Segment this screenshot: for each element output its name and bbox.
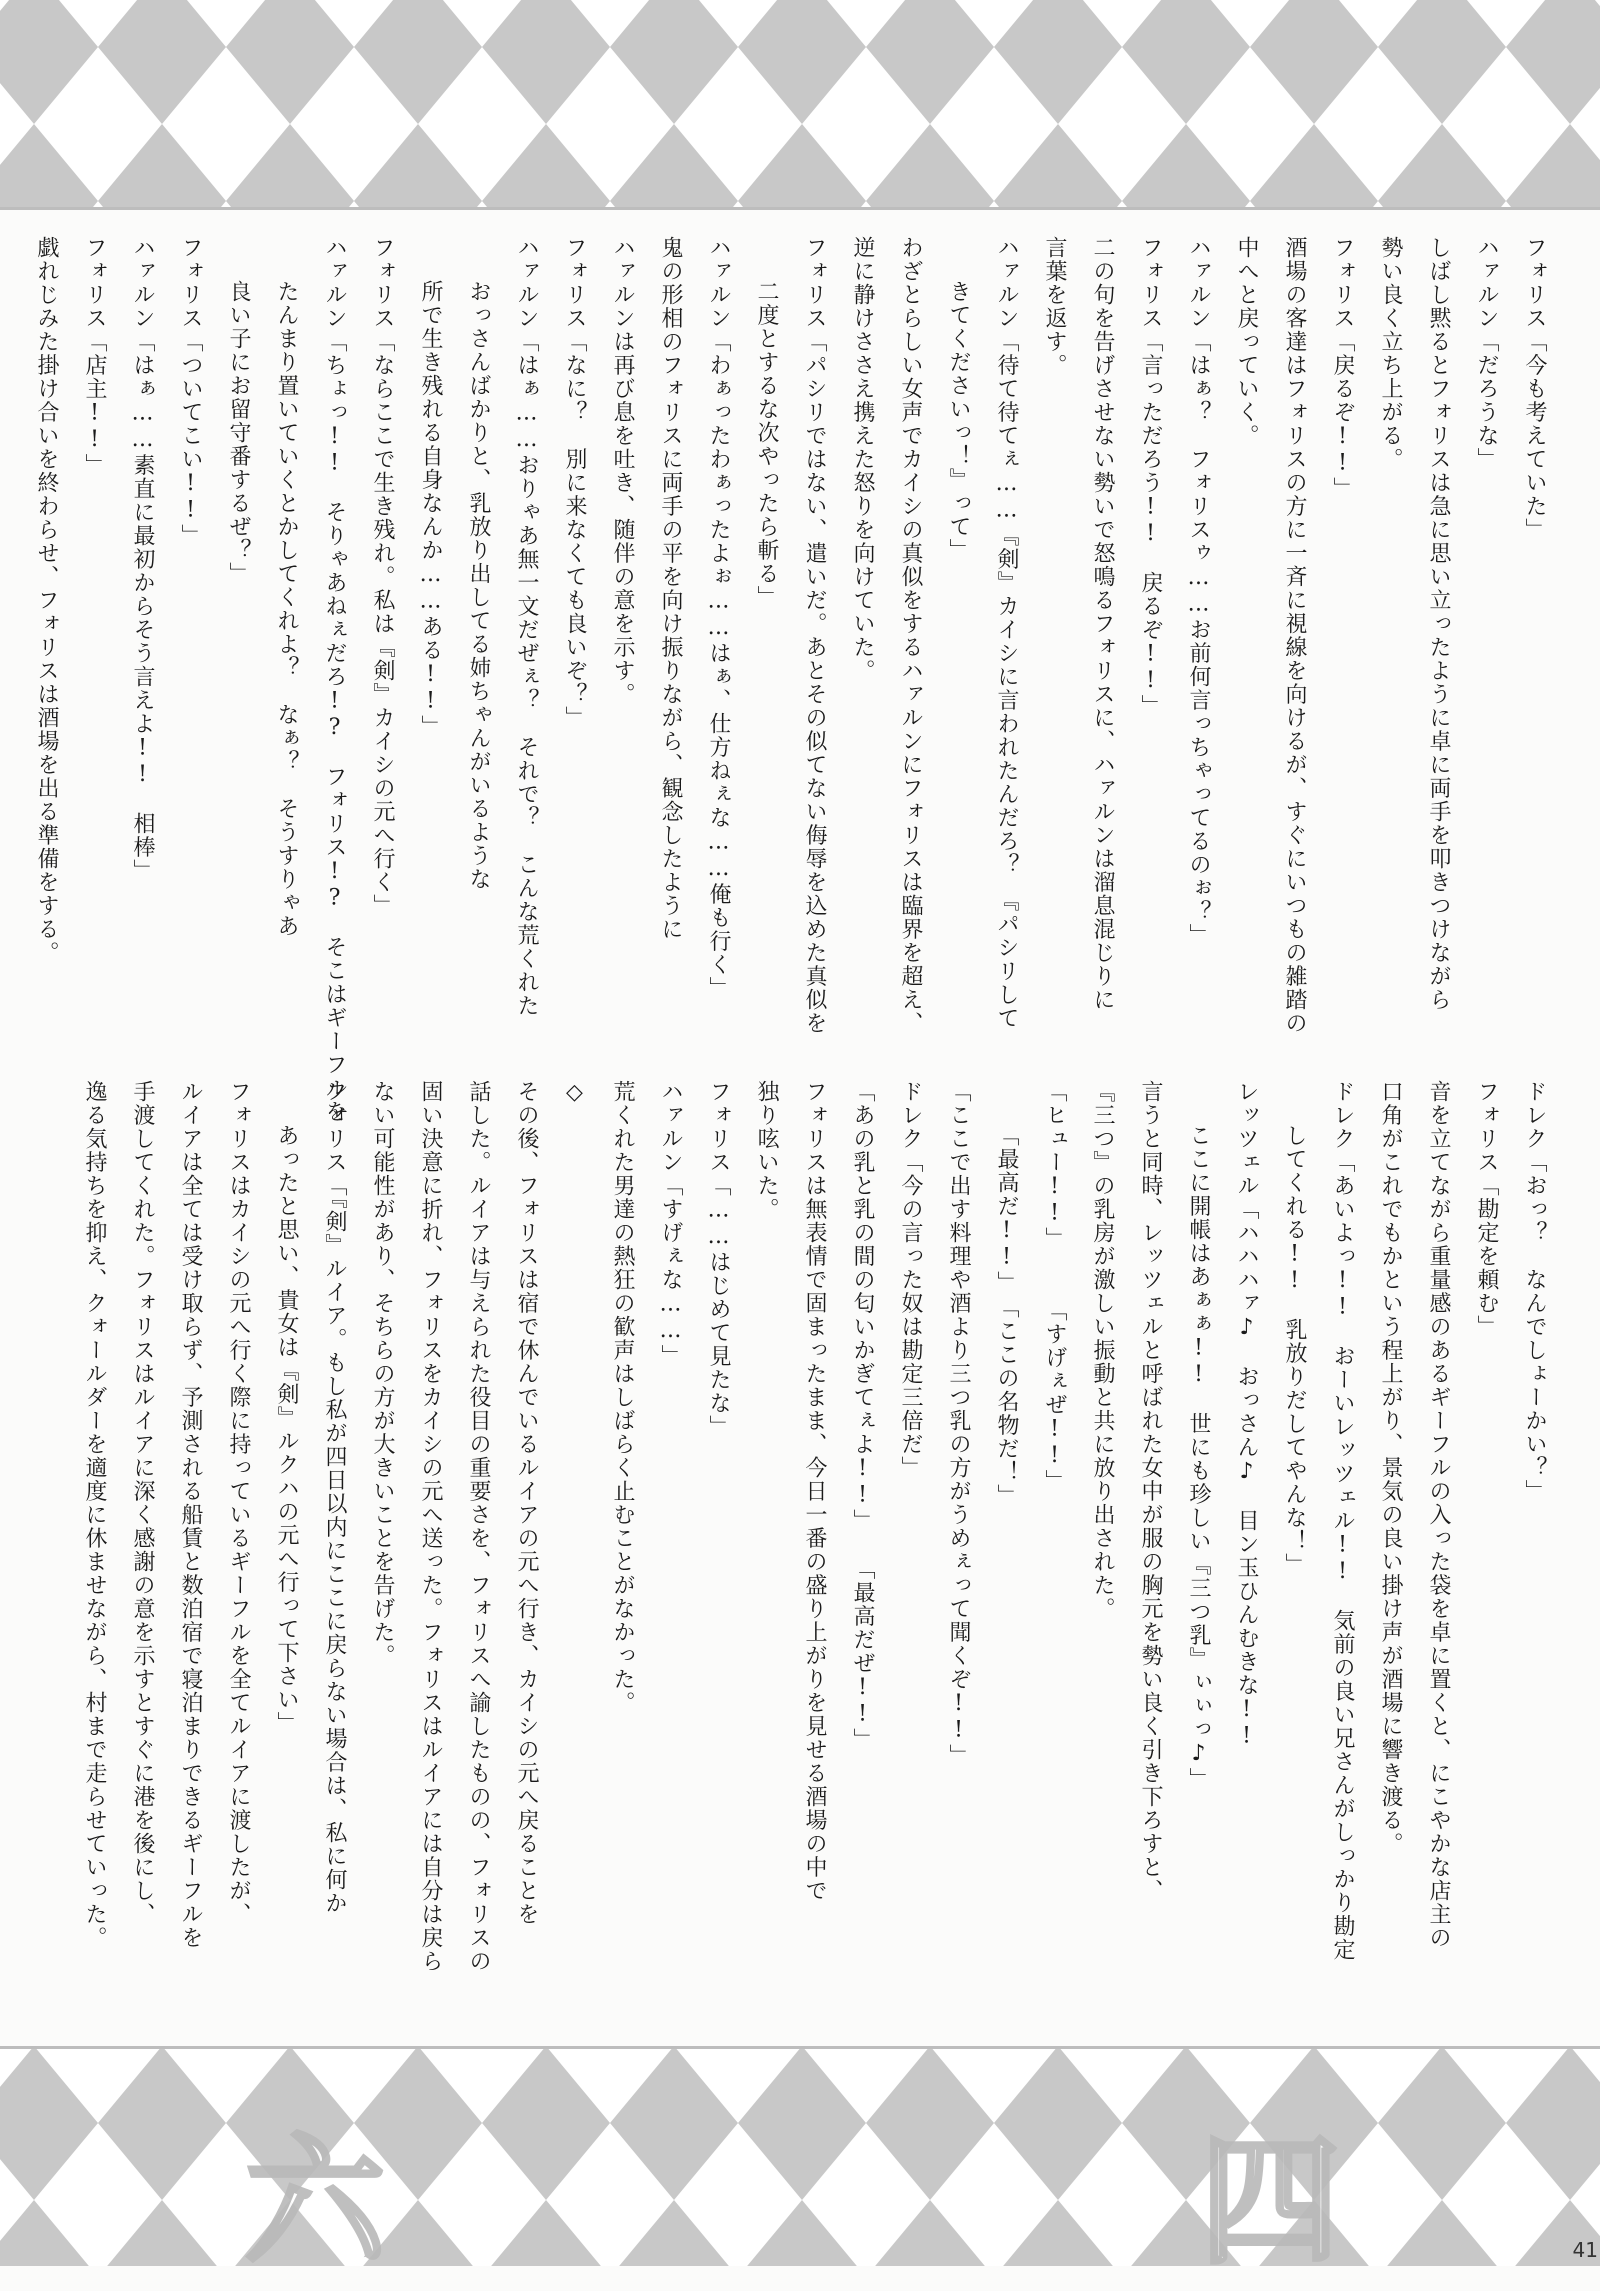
text-line: ドレク「おっ？ なんでしょーかい？」 — [1522, 1080, 1547, 1503]
text-line: ルイアは全ては受け取らず、予測される船賃と数泊宿で寝泊まりできるギーフルを — [178, 1080, 203, 1950]
text-line: 戯れじみた掛け合いを終わらせ、フォリスは酒場を出る準備をする。 — [34, 236, 59, 965]
text-line: 二度とするな次やったら斬る」 — [754, 280, 779, 609]
text-line: ハァルン「はぁ？ フォリスゥ……お前何言っちゃってるのぉ？」 — [1186, 236, 1211, 947]
text-line: フォリス「勘定を頼む」 — [1474, 1080, 1499, 1339]
text-line: 口角がこれでもかという程上がり、景気の良い掛け声が酒場に響き渡る。 — [1378, 1080, 1403, 1856]
text-line: 中へと戻っていく。 — [1234, 236, 1259, 448]
text-line: おっさんばかりと、乳放り出してる姉ちゃんがいるような — [466, 280, 491, 891]
text-line: 荒くれた男達の熱狂の歓声はしばらく止むことがなかった。 — [610, 1080, 635, 1715]
text-line: レッツェル「ハハハァ♪ おっさん♪ 目ン玉ひんむきな!! — [1234, 1080, 1259, 1750]
text-line: 話した。ルイアは与えられた役目の重要さを、フォリスへ諭したものの、フォリスの — [466, 1080, 491, 1973]
text-line: きてくださいっ！』って」 — [946, 280, 971, 562]
page-number: 41 — [1572, 2238, 1598, 2262]
text-line: フォリス「言っただろう!! 戻るぞ!!」 — [1138, 236, 1163, 718]
text-line: ハァルン「だろうな」 — [1474, 236, 1499, 471]
text-line: ドレク「今の言った奴は勘定三倍だ」 — [898, 1080, 923, 1480]
text-line: ハァルン「待て待てぇ……『剣』カイシに言われたんだろ？ 『パシリして — [994, 236, 1019, 1030]
upper-text-block — [18, 236, 1558, 1124]
text-line: 音を立てながら重量感のあるギーフルの入った袋を卓に置くと、にこやかな店主の — [1426, 1080, 1451, 1950]
text-line: ハァルン「はぁ……素直に最初からそう言えよ!! 相棒」 — [130, 236, 155, 883]
text-line: してくれる!! 乳放りだしてやんな！」 — [1282, 1124, 1307, 1577]
text-line: 「ここで出す料理や酒より三つ乳の方がうめぇって聞くぞ!!」 — [946, 1080, 971, 1768]
text-line: 独り呟いた。 — [754, 1080, 779, 1221]
text-line: フォリスはカイシの元へ行く際に持っているギーフルを全てルイアに渡したが、 — [226, 1080, 251, 1926]
text-line: フォリス「なに？ 別に来なくても良いぞ？」 — [562, 236, 587, 730]
text-line: 「最高だ!!」 「ここの名物だ！」 — [994, 1124, 1019, 1508]
text-line: フォリス「ついてこい!!」 — [178, 236, 203, 548]
text-line: しばし黙るとフォリスは急に思い立ったように卓に両手を叩きつけながら — [1426, 236, 1451, 1012]
text-line: 「ヒュー!!」 「すげぇぜ!!」 — [1042, 1080, 1067, 1493]
text-line: 言うと同時、レッツェルと呼ばれた女中が服の胸元を勢い良く引き下ろすと、 — [1138, 1080, 1163, 1903]
text-line: 逆に静けささえ携えた怒りを向けていた。 — [850, 236, 875, 683]
text-line: フォリスは無表情で固まったまま、今日一番の盛り上がりを見せる酒場の中で — [802, 1080, 827, 1903]
text-line: フォリス「今も考えていた」 — [1522, 236, 1547, 542]
text-line: フォリス「店主!!」 — [82, 236, 107, 477]
text-line: その後、フォリスは宿で休んでいるルイアの元へ行き、カイシの元へ戻ることを — [514, 1080, 539, 1926]
text-line: たんまり置いていくとかしてくれよ？ なぁ？ そうすりゃあ — [274, 280, 299, 938]
text-line: 逸る気持ちを抑え、クォールダーを適度に休ませながら、村まで走らせていった。 — [82, 1080, 107, 1950]
text-line: フォリス「戻るぞ!!」 — [1330, 236, 1355, 501]
text-line: 鬼の形相のフォリスに両手の平を向け振りながら、観念したように — [658, 236, 683, 941]
text-line: 勢い良く立ち上がる。 — [1378, 236, 1403, 471]
text-line: 固い決意に折れ、フォリスをカイシの元へ送った。フォリスはルイアには自分は戻ら — [418, 1080, 443, 1973]
diamond-pattern-bottom — [0, 2046, 1600, 2266]
text-line: フォリス「『剣』ルイア。もし私が四日以内にここに戻らない場合は、私に何か — [322, 1080, 347, 1915]
decorative-kanji-left: 六 — [245, 2120, 386, 2284]
text-line: ハァルンは再び息を吐き、随伴の意を示す。 — [610, 236, 635, 706]
text-line: ハァルン「わぁったわぁったよぉ……はぁ、仕方ねぇな……俺も行く」 — [706, 236, 731, 1000]
text-line: ハァルン「すげぇな……」 — [658, 1080, 683, 1368]
text-line: フォリス「……はじめて見たな」 — [706, 1080, 731, 1439]
text-line: 良い子にお留守番するぜ？」 — [226, 280, 251, 586]
text-line: わざとらしい女声でカイシの真似をするハァルンにフォリスは臨界を超え、 — [898, 236, 923, 1035]
text-line: ここに開帳はあぁぁ!! 世にも珍しい『三つ乳』ぃぃっ♪」 — [1186, 1124, 1211, 1791]
band-edge — [0, 207, 1600, 210]
text-line: 酒場の客達はフォリスの方に一斉に視線を向けるが、すぐにいつもの雑踏の — [1282, 236, 1307, 1035]
text-line: 『三つ』の乳房が激しい振動と共に放り出された。 — [1090, 1080, 1115, 1621]
text-line: 言葉を返す。 — [1042, 236, 1067, 377]
text-line: あったと思い、貴女は『剣』ルクハの元へ行って下さい」 — [274, 1124, 299, 1735]
text-line: 二の句を告げさせない勢いで怒鳴るフォリスに、ハァルンは溜息混じりに — [1090, 236, 1115, 1012]
text-line: 手渡してくれた。フォリスはルイアに深く感謝の意を示すとすぐに港を後にし、 — [130, 1080, 155, 1926]
text-line: 所で生き残れる自身なんか……ある!!」 — [418, 280, 443, 739]
text-line: 「あの乳と乳の間の匂いかぎてぇよ!!」 「最高だぜ!!」 — [850, 1080, 875, 1752]
text-line: ハァルン「ちょっ!! そりゃあねぇだろ!? フォリス!? そこはギーフルを — [322, 236, 347, 1124]
band-edge — [0, 2046, 1600, 2049]
section-break-diamond: ◇ — [562, 1080, 587, 1107]
text-line: ハァルン「はぁ……おりゃあ無一文だぜぇ？ それで？ こんな荒くれた — [514, 236, 539, 1018]
text-line: フォリス「ならここで生き残れ。私は『剣』カイシの元へ行く」 — [370, 236, 395, 918]
decorative-kanji-right: 四 — [1200, 2120, 1341, 2284]
text-line: ドレク「あいよっ!! おーいレッツェル!! 気前の良い兄さんがしっかり勘定 — [1330, 1080, 1355, 1962]
text-line: ない可能性があり、そちらの方が大きいことを告げた。 — [370, 1080, 395, 1668]
bottom-harlequin-band — [0, 2046, 1600, 2266]
diamond-pattern-top — [0, 0, 1600, 210]
lower-text-block — [18, 1080, 1558, 1973]
top-harlequin-band — [0, 0, 1600, 210]
text-line: フォリス「パシリではない、遣いだ。あとその似てない侮辱を込めた真似を — [802, 236, 827, 1035]
